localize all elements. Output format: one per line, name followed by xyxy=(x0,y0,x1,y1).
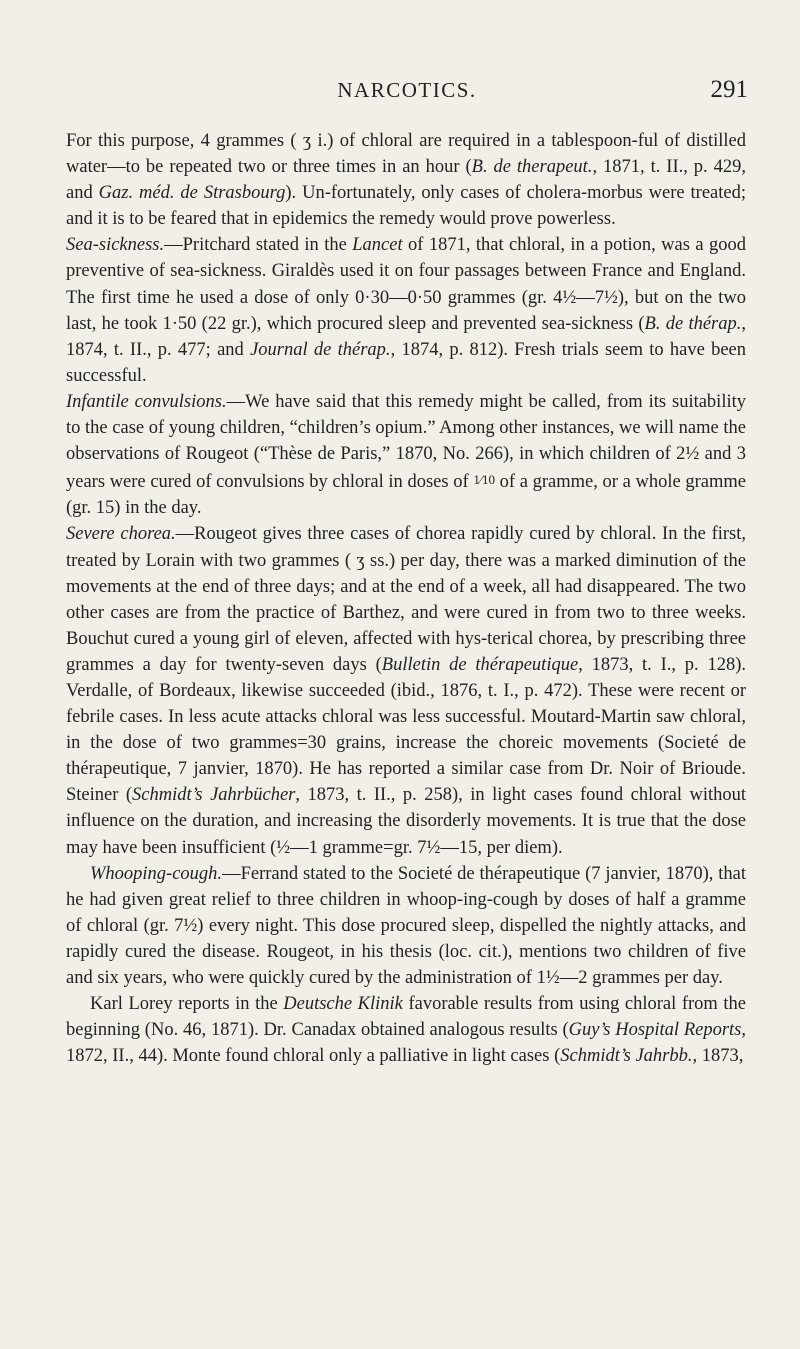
text-run: —Ferrand stated to the Societé de thérapeutique (7 janvier, 1870), that he had given great relief to three children in whoop-ing-cough by doses of half a gramme of chloral (gr. 7½) every night. This dose procured sleep, dispelled the nightly attacks, and rapidly cured the disease. Rougeot, in his thesis (loc. cit.), mentions two children of five and six years, who were quickly cured by the administration of 1½—2 grammes per day. xyxy=(66,863,746,988)
text-run: —Rougeot gives three cases of chorea rapidly cured by chloral. In the first, treated by Lorain with two grammes ( ʒ ss.) per day, there was a marked diminution of the movements at the end of three days; and at the end of a week, all had disappeared. The two other cases are from the practice of Barthez, and were cured in from two to three weeks. Bouchut cured a young girl of eleven, affected with hys-terical chorea, by prescribing three grammes a day for twenty-seven days ( xyxy=(66,524,746,675)
paragraph xyxy=(66,389,746,521)
running-head: NARCOTICS. xyxy=(337,78,477,102)
citation-italic: Schmidt’s Jahrbb. xyxy=(560,1046,693,1067)
page-header xyxy=(66,78,748,108)
citation-italic: Bulletin de thérapeutique xyxy=(381,654,579,675)
page-number: 291 xyxy=(710,76,748,103)
text-run: , 1874, t. II., p. 477; and xyxy=(66,313,746,360)
text-run: ). Un-fortunately, only cases of cholera-morbus were treated; and it is to be feared that in epidemics the remedy would prove powerless. xyxy=(66,183,746,230)
paragraph xyxy=(66,991,746,1069)
fraction: 1⁄10 xyxy=(473,472,495,488)
text-run: For this purpose, 4 grammes ( ʒ i.) of chloral are required in a tablespoon-ful of distilled water—to be repeated two or three times in an hour ( xyxy=(66,131,746,178)
section-lead: Severe chorea. xyxy=(66,524,176,545)
section-lead: Whooping-cough. xyxy=(90,863,223,884)
text-run: , 1874, p. 812). Fresh trials seem to have been successful. xyxy=(66,339,747,386)
body-text xyxy=(66,128,746,1069)
text-run: Karl Lorey reports in the xyxy=(90,994,284,1015)
text-run: of 1871, that chloral, in a potion, was a good preventive of sea-sickness. Giraldès used it on four passages between France and England. The first time he used a dose of only 0·30—0·50 grammes (gr. 4½—7½), but on the two last, he took 1·50 (22 gr.), which procured sleep and prevented sea-sickness ( xyxy=(66,235,746,334)
text-run: —Pritchard stated in the xyxy=(164,235,353,256)
citation-italic: Journal de thérap. xyxy=(250,339,391,360)
paragraph xyxy=(66,521,746,860)
citation-italic: Schmidt’s Jahrbücher xyxy=(132,785,296,806)
text-run: , 1871, t. II., p. 429, and xyxy=(66,157,746,204)
paragraph xyxy=(66,232,746,389)
citation-italic: B. de therapeut. xyxy=(471,157,593,178)
text-run: favorable results from using chloral from the beginning (No. 46, 1871). Dr. Canadax obtained analogous results ( xyxy=(66,994,746,1041)
citation-italic: Guy’s Hospital Reports xyxy=(568,1020,742,1041)
citation-italic: Lancet xyxy=(352,235,403,256)
citation-italic: B. de thérap. xyxy=(644,313,742,334)
citation-italic: Gaz. méd. de Strasbourg xyxy=(98,183,286,204)
text-run: , 1873, xyxy=(692,1046,744,1067)
citation-italic: Deutsche Klinik xyxy=(283,994,403,1015)
paragraph xyxy=(66,861,746,991)
text-run: —We have said that this remedy might be called, from its suitability to the case of young children, “children’s opium.” Among other instances, we will name the observations of Rougeot (“Thèse de Paris,” 1870, No. 266), in which children of 2½ and 3 years were cured of convulsions by chloral in doses of xyxy=(66,391,746,493)
text-run: of a gramme, or a whole gramme (gr. 15) in the day. xyxy=(66,472,746,519)
text-run: , 1872, II., 44). Monte found chloral only a palliative in light cases ( xyxy=(66,1020,747,1067)
section-lead: Sea-sickness. xyxy=(66,235,165,256)
paragraph xyxy=(66,128,746,232)
section-lead: Infantile convulsions. xyxy=(66,391,227,412)
text-run: , 1873, t. I., p. 128). Verdalle, of Bordeaux, likewise succeeded (ibid., 1876, t. I., p. 472). These were recent or febrile cases. In less acute attacks chloral was less successful. Moutard-Martin saw chloral, in the dose of two grammes=30 grains, increase the choreic movements (Societé de thérapeutique, 7 janvier, 1870). He has reported a similar case from Dr. Noir of Brioude. Steiner ( xyxy=(66,654,747,806)
text-run: , 1873, t. II., p. 258), in light cases found chloral without influence on the duration, and increasing the disorderly movements. It is true that the dose may have been insufficient (½—1 gramme=gr. 7½—15, per diem). xyxy=(66,785,747,858)
